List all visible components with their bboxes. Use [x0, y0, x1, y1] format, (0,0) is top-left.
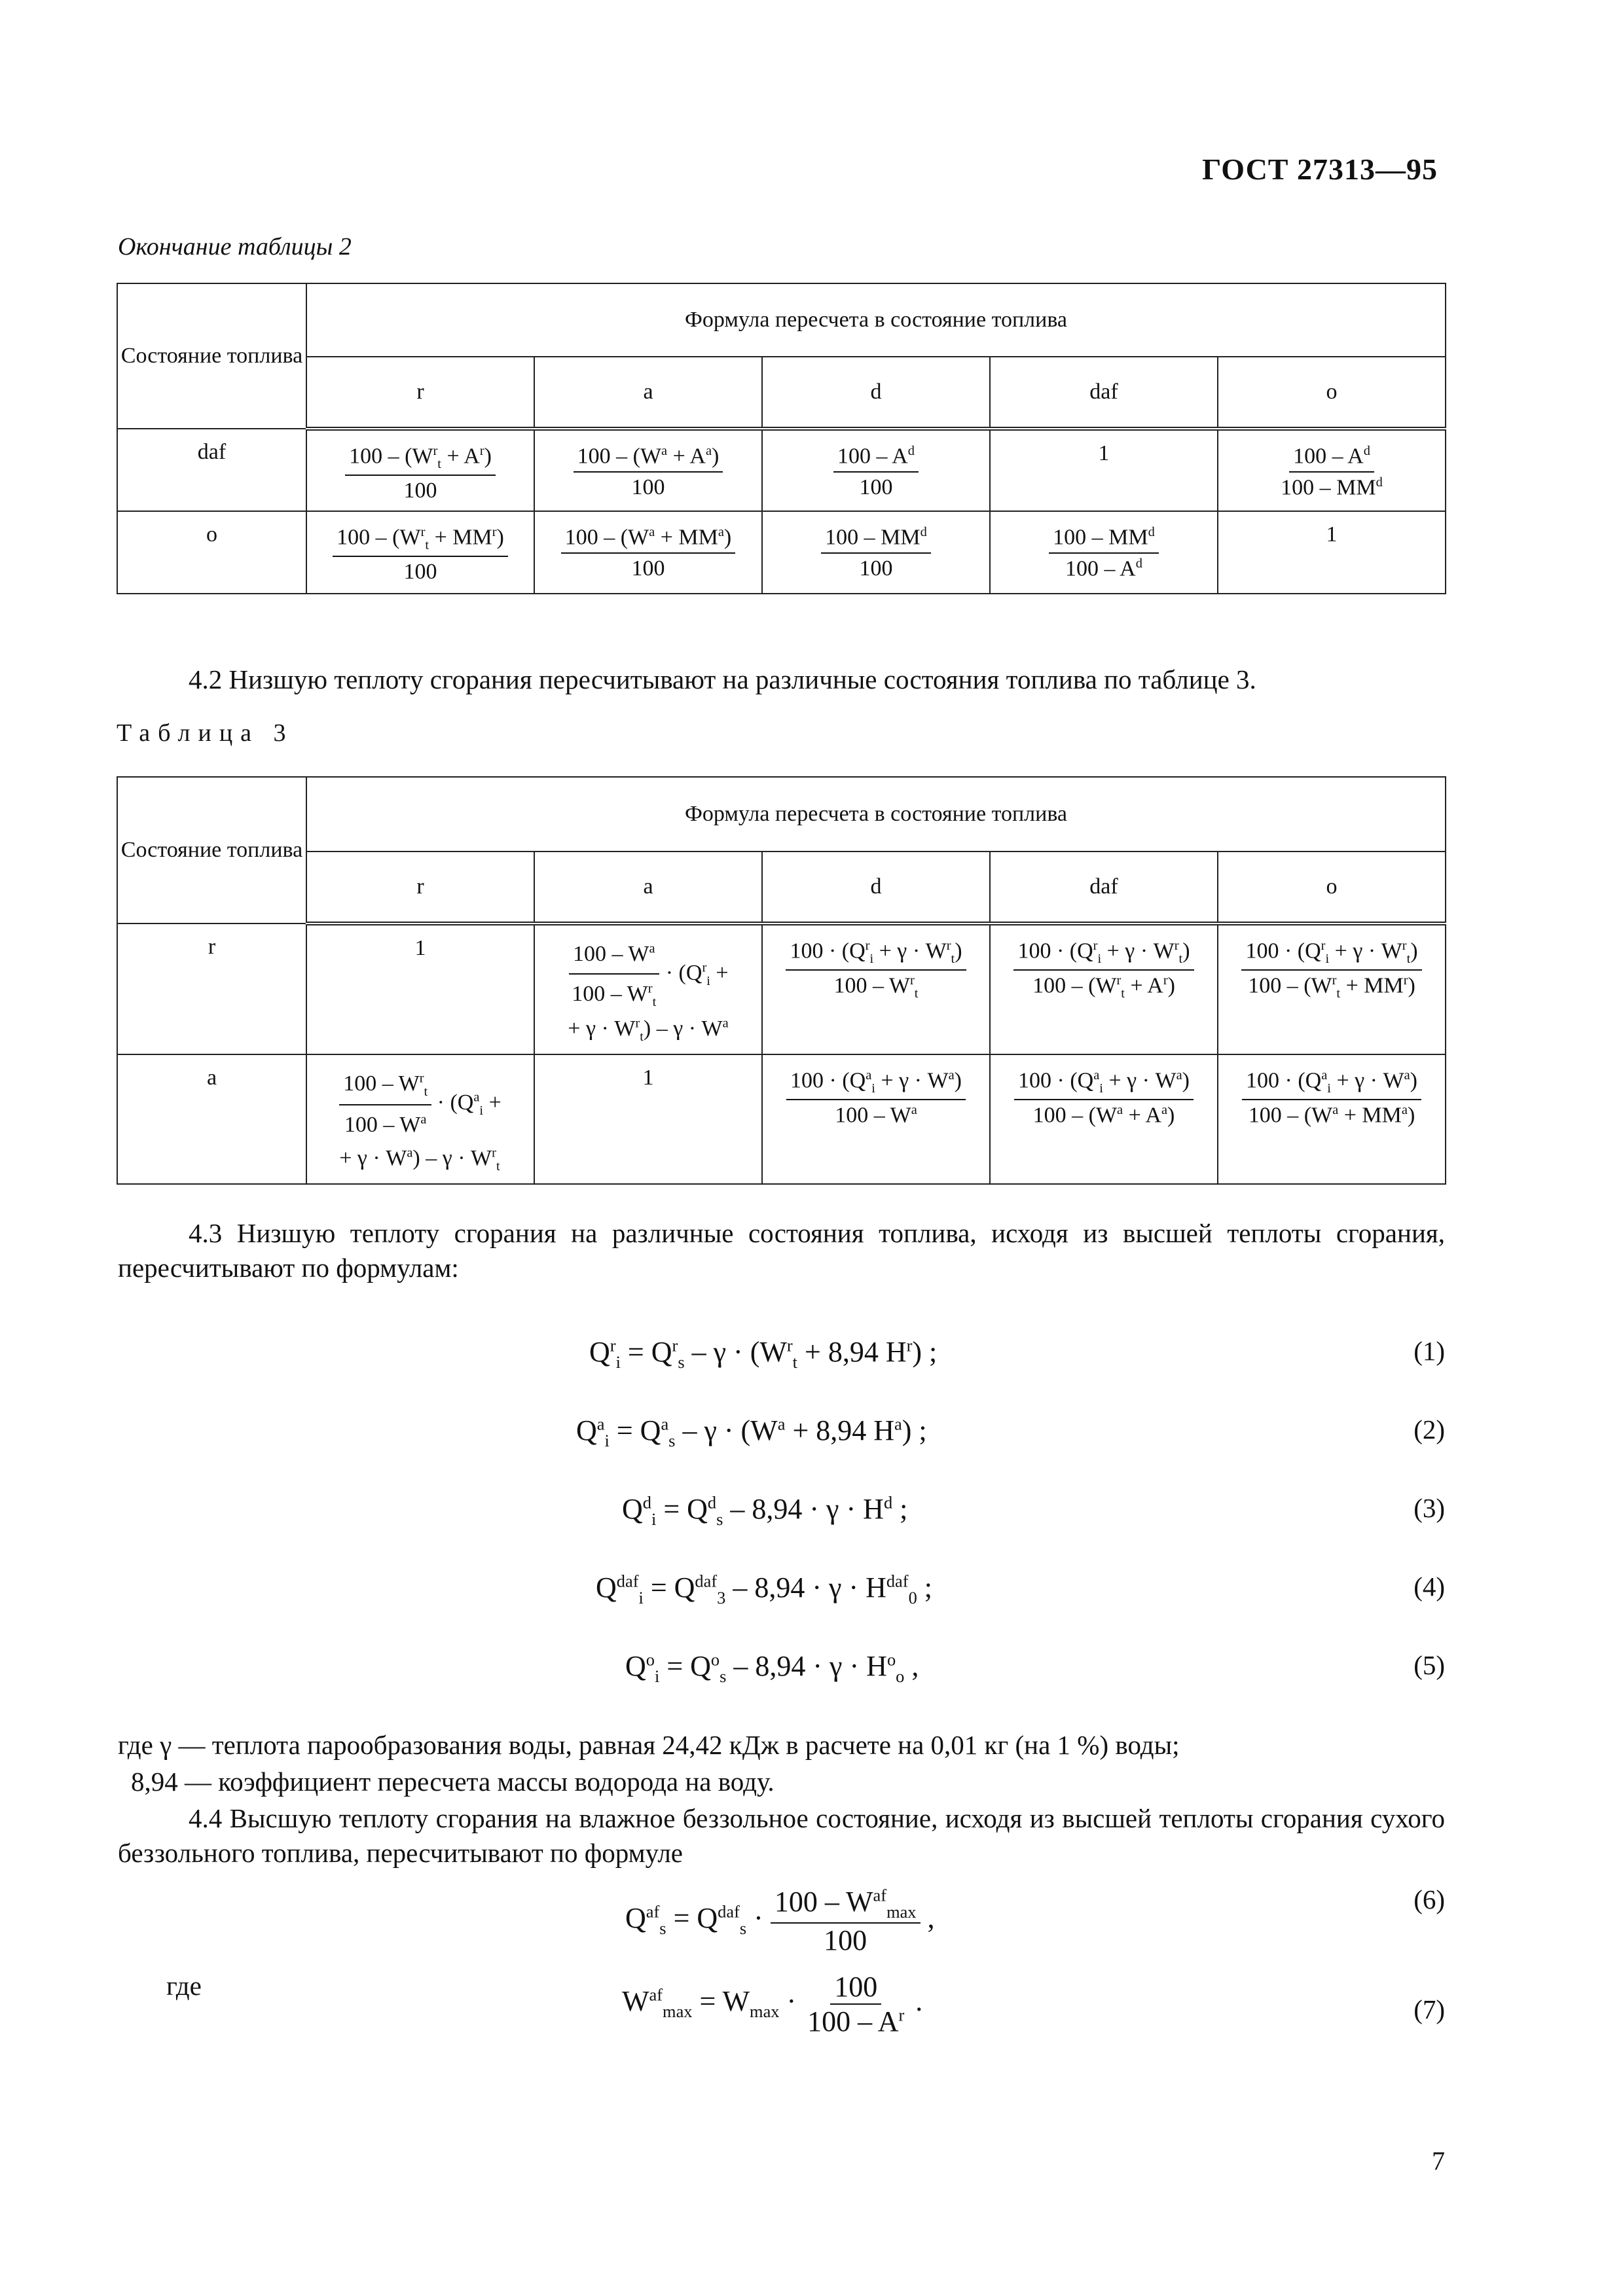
table3 — [117, 776, 1446, 1185]
table2 — [117, 283, 1446, 594]
formula-cell: $\frac{100 - MM^d}{100 - A^d}$ — [990, 511, 1218, 594]
subcol-d: d — [762, 357, 990, 429]
table-row — [117, 1054, 1446, 1184]
equation-number: (7) — [1413, 1994, 1445, 2024]
formula-cell: $\frac{100 - W^a}{100 - W^r_t}$ · ($Q^r_i$ + + $\gamma \cdot W^r_t) - \gamma \cdot W^a$ — [534, 924, 762, 1054]
formula-cell: 1 — [1218, 511, 1446, 594]
formula-cell: 1 — [990, 429, 1218, 511]
state-label: r — [208, 935, 216, 959]
formula-cell: $\frac{100 - A^d}{100}$ — [762, 429, 990, 511]
formula-cell: $\frac{100 \cdot (Q^a_i + \gamma \cdot W^a)}{100 - (W^a + A^a)}$ — [990, 1054, 1218, 1184]
subcol-r: r — [306, 357, 534, 429]
state-header: Состояние топлива — [117, 777, 306, 924]
formula-cell: $\frac{100 - (W^a + MM^a)}{100}$ — [534, 511, 762, 594]
equation-number: (3) — [1413, 1493, 1445, 1523]
formula-cell: $\frac{100 \cdot (Q^r_i + \gamma \cdot W^r_t)}{100 - (W^r_t + MM^r)}$ — [1218, 924, 1446, 1054]
equation-number: (6) — [1413, 1884, 1445, 1914]
equation-2: $Q^a_i = Q^a_s - \gamma \cdot (W^a + 8,94$ $H^a$) ; — [576, 1414, 927, 1450]
equation-3: $Q^d_i = Q^d_s - 8,94 \cdot \gamma \cdot H^d$ ; — [622, 1492, 908, 1529]
formula-group-header: Формула пересчета в состояние топлива — [306, 283, 1446, 357]
paragraph-4-4: 4.4 Высшую теплоту сгорания на влажное беззольное состояние, исходя из высшей теплоты сгорания сухого беззольного топлива, пересчитывают по формуле — [118, 1803, 1445, 1869]
where-894: 8,94 — коэффициент пересчета массы водорода на воду. — [131, 1767, 775, 1797]
paragraph-4-2: 4.2 Низшую теплоту сгорания пересчитывают на различные состояния топлива по таблице 3. — [189, 664, 1256, 694]
equation-4: $Q^{daf}_i = Q^{daf}_3 - 8,94 \cdot \gamma \cdot H^{daf}_0$ ; — [596, 1571, 932, 1607]
state-label: a — [206, 1066, 217, 1090]
formula-cell: $\frac{100 \cdot (Q^r_i + \gamma \cdot W^r_t)}{100 - W^r_t}$ — [762, 924, 990, 1054]
equation-1: $Q^r_i = Q^r_s - \gamma \cdot (W^r_t + 8,94$ $H^r$) ; — [589, 1335, 938, 1372]
subcol-r: r — [306, 852, 534, 924]
table-row — [117, 429, 1446, 511]
formula-cell: $\frac{100 \cdot (Q^r_i + \gamma \cdot W^r_t)}{100 - (W^r_t + A^r)}$ — [990, 924, 1218, 1054]
equation-number: (2) — [1413, 1414, 1445, 1444]
formula-cell: $\frac{100 - W^r_t}{100 - W^a}$ · ($Q^a_i$ + + $\gamma \cdot W^a) - \gamma \cdot W^r_t$ — [306, 1054, 534, 1184]
subcol-o: o — [1218, 852, 1446, 924]
table3-label: Таблица 3 — [117, 719, 294, 747]
table-row — [117, 924, 1446, 1054]
equation-7: $W^{af}_{max} = W_{max}$ · $\frac{100}{100 - A^r}$ . — [622, 1971, 923, 2037]
equation-number: (5) — [1413, 1650, 1445, 1680]
state-label: daf — [197, 440, 227, 464]
equation-5: $Q^o_i = Q^o_s - 8,94 \cdot \gamma \cdot H^o_o$ , — [625, 1649, 919, 1686]
document-header: ГОСТ 27313—95 — [1202, 152, 1438, 186]
formula-cell: $\frac{100 - MM^d}{100}$ — [762, 511, 990, 594]
state-label: o — [206, 522, 217, 547]
where-label: где — [166, 1971, 202, 2001]
equation-number: (4) — [1413, 1571, 1445, 1602]
state-header: Состояние топлива — [117, 283, 306, 429]
subcol-daf: daf — [990, 852, 1218, 924]
subcol-d: d — [762, 852, 990, 924]
subcol-a: a — [534, 852, 762, 924]
formula-cell: $\frac{100 - (W^a + A^a)}{100}$ — [534, 429, 762, 511]
formula-cell: $\frac{100 \cdot (Q^a_i + \gamma \cdot W^a)}{100 - W^a}$ — [762, 1054, 990, 1184]
equation-6: $Q^{af}_s = Q^{daf}_s$ · $\frac{100 - W^{af}_{max}}{100}$ , — [625, 1885, 935, 1956]
formula-cell: $\frac{100 - (W^r_t + A^r)}{100}$ — [306, 429, 534, 511]
subcol-daf: daf — [990, 357, 1218, 429]
table-row — [117, 511, 1446, 594]
equation-number: (1) — [1413, 1336, 1445, 1366]
formula-group-header: Формула пересчета в состояние топлива — [306, 777, 1446, 852]
formula-cell: $\frac{100 - (W^r_t + MM^r)}{100}$ — [306, 511, 534, 594]
where-gamma: где γ — теплота парообразования воды, равная 24,42 кДж в расчете на 0,01 кг (на 1 %) воды; — [118, 1730, 1180, 1760]
formula-cell: $\frac{100 \cdot (Q^a_i + \gamma \cdot W^a)}{100 - (W^a + MM^a)}$ — [1218, 1054, 1446, 1184]
page-number: 7 — [1432, 2146, 1445, 2176]
formula-cell: 1 — [534, 1054, 762, 1184]
subcol-a: a — [534, 357, 762, 429]
formula-cell: 1 — [306, 924, 534, 1054]
formula-cell: $\frac{100 - A^d}{100 - MM^d}$ — [1218, 429, 1446, 511]
paragraph-4-3: 4.3 Низшую теплоту сгорания на различные состояния топлива, исходя из высшей теплоты сгорания, пересчитывают по формулам: — [118, 1218, 1445, 1283]
subcol-o: o — [1218, 357, 1446, 429]
table2-caption: Окончание таблицы 2 — [118, 233, 352, 260]
